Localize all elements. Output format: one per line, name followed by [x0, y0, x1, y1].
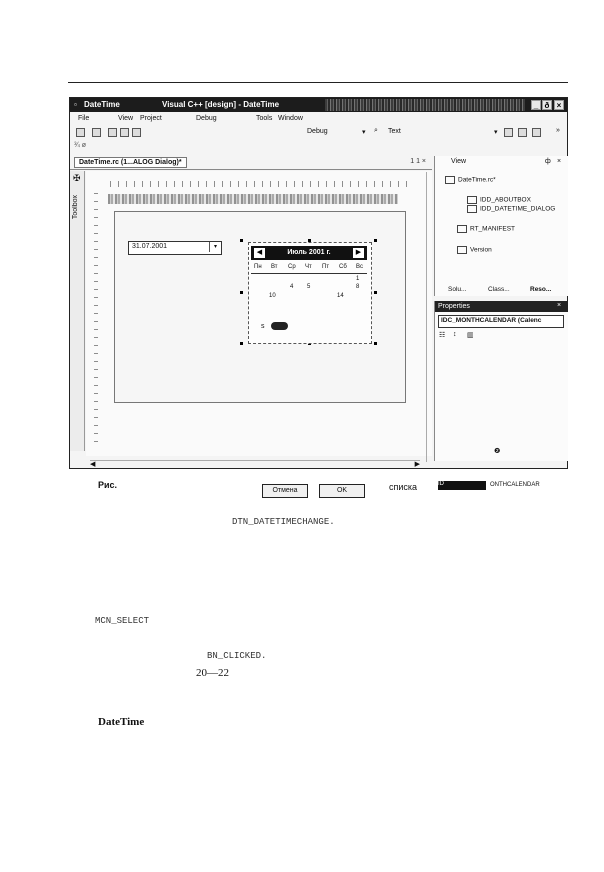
tree-item-about[interactable]: [467, 196, 531, 204]
tab-resource[interactable]: Reso...: [530, 286, 552, 293]
tab-datetime-rc[interactable]: DateTime.rc (1...ALOG Dialog)*: [74, 157, 187, 168]
properties-title: Properties: [438, 303, 470, 310]
object-selector-value: IDC_MONTHCALENDAR (Calenc: [441, 317, 542, 324]
code-mcn-select: MCN_SELECT: [95, 616, 150, 626]
tree-item-version[interactable]: [457, 246, 492, 254]
config-dropdown-arrow[interactable]: ▾: [362, 129, 366, 136]
toolbox-panel[interactable]: [70, 171, 85, 451]
vertical-scrollbar[interactable]: [426, 172, 434, 462]
toolbar-overflow-icon[interactable]: »: [556, 127, 560, 134]
save-icon[interactable]: [120, 128, 129, 137]
folder-icon: [457, 225, 467, 233]
calendar-day[interactable]: 1: [356, 276, 360, 282]
title-bar: [70, 98, 567, 112]
object-selector[interactable]: [438, 315, 564, 328]
toolbox-icon[interactable]: ✠: [73, 173, 81, 183]
open-icon[interactable]: [108, 128, 117, 137]
resize-handle[interactable]: [374, 239, 377, 242]
categorized-icon[interactable]: ☷: [439, 332, 446, 339]
toolbox-icon[interactable]: [532, 128, 541, 137]
code-dtn-datetimechange: DTN_DATETIMECHANGE.: [232, 517, 335, 527]
calendar-today-prefix: s: [261, 323, 265, 330]
tab-solution[interactable]: Solu...: [448, 286, 467, 293]
maximize-button[interactable]: ð: [542, 100, 552, 110]
tab-class[interactable]: Class...: [488, 286, 510, 293]
page-range: 20—22: [196, 667, 229, 679]
tree-item-manifest[interactable]: [457, 225, 515, 233]
dialog-icon: [467, 205, 477, 213]
property-row-id[interactable]: [438, 481, 562, 490]
find-dropdown-arrow[interactable]: ▾: [494, 129, 498, 136]
weekday: Пн: [254, 264, 262, 270]
tree-label: DateTime.rc*: [458, 176, 496, 184]
find-icon[interactable]: ⌕: [374, 127, 378, 134]
horizontal-scrollbar[interactable]: [90, 460, 420, 470]
menu-file[interactable]: File: [78, 115, 90, 122]
app-icon: ▫: [74, 100, 77, 109]
explorer-tabs: [434, 285, 567, 297]
config-dropdown[interactable]: Debug: [307, 128, 328, 135]
property-value: ONTHCALENDAR: [490, 482, 540, 488]
page-top-rule: [68, 82, 568, 83]
save-all-icon[interactable]: [132, 128, 141, 137]
property-key: ID: [438, 481, 486, 490]
weekday: Сб: [339, 264, 347, 270]
chevron-right-icon[interactable]: ▶: [353, 248, 364, 258]
dialog-caption-bar: [108, 194, 398, 204]
main-toolbar: [70, 126, 567, 140]
properties-panel: [434, 301, 568, 488]
datetime-picker[interactable]: [128, 241, 222, 255]
pin-icon[interactable]: ф: [545, 158, 551, 165]
property-pages-icon[interactable]: ▥: [467, 332, 474, 339]
chevron-left-icon[interactable]: ◀: [254, 248, 265, 258]
dialog-editor-toolbar: ¾ ø: [74, 142, 87, 149]
menu-project[interactable]: Project: [140, 115, 162, 122]
menu-tools[interactable]: Tools: [256, 115, 273, 122]
close-icon[interactable]: ×: [557, 158, 562, 165]
calendar-day[interactable]: 10: [269, 293, 276, 299]
calendar-day[interactable]: 8: [356, 284, 360, 290]
window-title: DateTime: [84, 100, 120, 109]
calendar-day[interactable]: 4: [290, 284, 294, 290]
minimize-button[interactable]: _: [531, 100, 541, 110]
new-project-icon[interactable]: [76, 128, 85, 137]
ok-button[interactable]: OK: [319, 484, 365, 498]
toolbox-label[interactable]: Toolbox: [72, 195, 79, 220]
datetime-heading: DateTime: [98, 716, 145, 728]
tab-navigation[interactable]: 1 1 ×: [410, 158, 426, 165]
window-subtitle: Visual C++ [design] - DateTime: [162, 100, 280, 109]
document-tab-strip: [70, 156, 432, 170]
figure-caption-tail: списка: [389, 482, 418, 492]
calendar-day[interactable]: 14: [337, 293, 344, 299]
menu-window[interactable]: Window: [278, 115, 303, 122]
resize-handle[interactable]: [374, 342, 377, 345]
menu-view[interactable]: View: [118, 115, 134, 122]
tree-label: Version: [470, 246, 492, 254]
folder-icon: [457, 246, 467, 254]
title-noise: [325, 99, 525, 111]
tree-label: IDD_DATETIME_DIALOG: [480, 205, 556, 213]
alphabetical-icon[interactable]: ↕: [453, 331, 457, 338]
vertical-ruler: [94, 193, 98, 443]
menu-debug[interactable]: Debug: [196, 115, 217, 122]
weekday: Чт: [305, 264, 312, 270]
datetime-value: 31.07.2001: [132, 243, 168, 250]
tree-label: RT_MANIFEST: [470, 225, 516, 233]
cancel-button[interactable]: Отмена: [262, 484, 308, 498]
resize-handle[interactable]: [240, 342, 243, 345]
month-calendar[interactable]: [248, 242, 372, 344]
properties-icon[interactable]: [518, 128, 527, 137]
calendar-day[interactable]: 5: [307, 284, 311, 290]
calendar-header: [251, 246, 367, 260]
weekday: Вт: [271, 264, 278, 270]
tree-item-datetime-dialog[interactable]: [467, 205, 555, 213]
close-icon[interactable]: ×: [557, 302, 562, 309]
dialog-icon: [467, 196, 477, 204]
code-bn-clicked: BN_CLICKED.: [207, 651, 267, 661]
chevron-down-icon[interactable]: ▾: [209, 242, 221, 252]
find-text-label[interactable]: Text: [388, 128, 401, 135]
scroll-right-icon[interactable]: ▶: [414, 461, 420, 468]
status-bar: [434, 446, 567, 458]
properties-header: [435, 301, 568, 312]
add-item-icon[interactable]: [92, 128, 101, 137]
weekday: Вс: [356, 264, 364, 270]
menu-bar: [70, 113, 567, 125]
weekday: Пт: [322, 264, 330, 270]
calendar-weekdays: [251, 263, 367, 274]
resize-handle[interactable]: [374, 291, 377, 294]
close-button[interactable]: ×: [554, 100, 564, 110]
calendar-month: Июль 2001 г.: [287, 249, 331, 256]
folder-icon: [445, 176, 455, 184]
horizontal-ruler: [110, 181, 410, 187]
resize-handle[interactable]: [240, 239, 243, 242]
figure-caption-label: Рис.: [98, 480, 118, 490]
resize-handle[interactable]: [240, 291, 243, 294]
help-icon[interactable]: ❷: [494, 448, 501, 455]
resource-view-header: [435, 156, 568, 168]
weekday: Ср: [288, 264, 296, 270]
resource-view-title: View: [451, 158, 467, 165]
today-circle-icon: [271, 322, 288, 330]
resource-view-panel: [434, 156, 568, 296]
solution-explorer-icon[interactable]: [504, 128, 513, 137]
tree-item-datetime-rc[interactable]: [445, 176, 496, 184]
tree-label: IDD_ABOUTBOX: [480, 196, 531, 204]
scroll-left-icon[interactable]: ◀: [90, 461, 96, 468]
